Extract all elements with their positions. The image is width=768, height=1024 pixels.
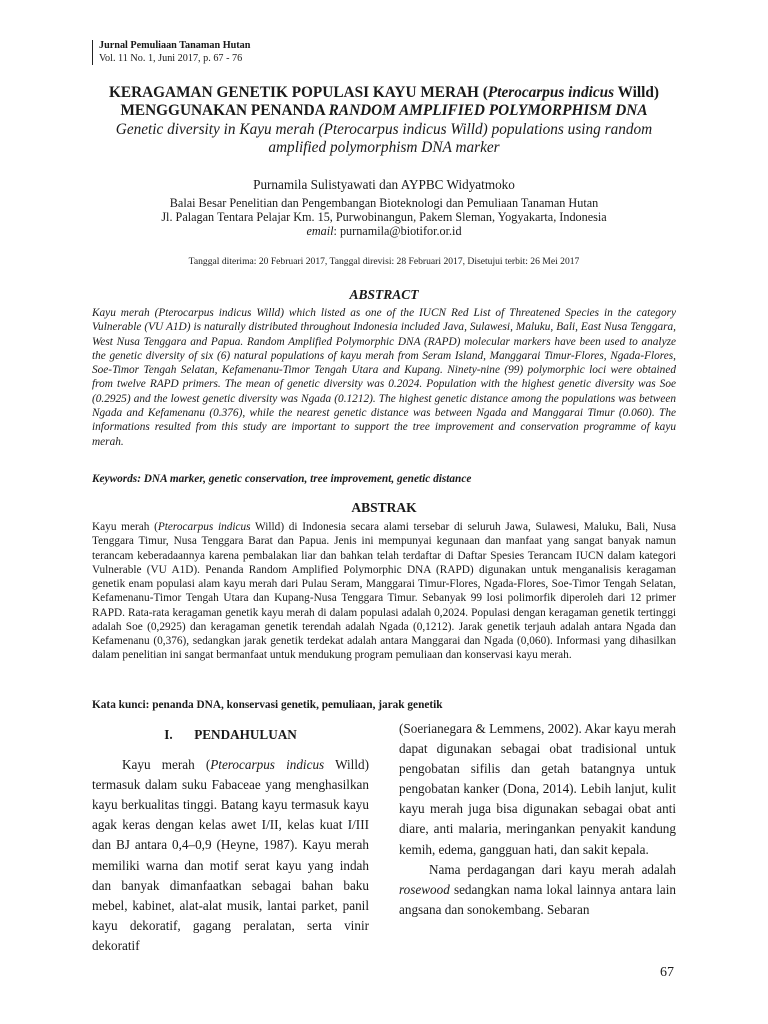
abstrak-species-name: Pterocarpus indicus <box>157 521 251 533</box>
title-species-name: Pterocarpus indicus <box>487 84 615 101</box>
intro-species-name: Pterocarpus indicus <box>210 757 325 773</box>
journal-name: Jurnal Pemuliaan Tanaman Hutan <box>99 40 251 51</box>
journal-header <box>92 40 250 65</box>
title-indonesian-line2 <box>60 102 708 120</box>
title-english-line1: Genetic diversity in Kayu merah (Pterocarpus indicus Willd) populations using random <box>115 121 653 138</box>
intro-paragraph-1-continued: (Soerianegara & Lemmens, 2002). Akar kayu merah dapat digunakan sebagai obat tradisional untuk pengobatan sifilis dan getah batangnya untuk pengobatan kanker (Dona, 2014). Lebih lanjut, kulit kayu merah juga bisa digunakan sebagai obat anti diare, anti malaria, meringankan penyakit kandung kemih, edema, gangguan hati, dan sakit kepala. <box>399 721 676 857</box>
affiliation-address: Jl. Palagan Tentara Pelajar Km. 15, Purwobinangun, Pakem Sleman, Yogyakarta, Indonesia <box>161 210 607 225</box>
intro-p2-start: Nama perdagangan dari kayu merah adalah <box>429 861 676 877</box>
title-line2-text: MENGGUNAKAN PENANDA <box>120 102 329 119</box>
title-indonesian-line1 <box>60 84 708 102</box>
keywords-indonesian: Kata kunci: penanda DNA, konservasi genetik, pemuliaan, jarak genetik <box>92 699 443 711</box>
email-address: : purnamila@biotifor.or.id <box>333 224 462 239</box>
abstract-heading: ABSTRACT <box>349 287 419 302</box>
affiliation <box>60 196 708 239</box>
email-label: email <box>306 224 334 239</box>
title-english-line2: amplified polymorphism DNA marker <box>268 139 500 156</box>
title-line1-end: Willd) <box>614 84 660 101</box>
intro-p1-body: Willd) termasuk dalam suku Fabaceae yang menghasilkan kayu berkualitas tinggi. Batang kayu termasuk kayu agak keras dengan kelas awet I/II, kelas kuat I/III dan BJ antara 0,4–0,9 (Heyne, 1987). Kayu merah memiliki warna dan motif serat kayu yang indah dan banyak dimanfaatkan sebagai bahan baku mebel, kabinet, alat-alat musik, lantai parket, panil kayu dekoratif, gagang peralatan, serta vinir dekoratif <box>92 757 369 953</box>
intro-p2-body: sedangkan nama lokal lainnya antara lain angsana dan sonokembang. Sebaran <box>399 881 676 917</box>
body-column-left <box>92 721 369 956</box>
article-title <box>60 84 708 157</box>
intro-paragraph-1 <box>92 755 369 956</box>
title-line1-text: KERAGAMAN GENETIK POPULASI KAYU MERAH ( <box>108 84 488 101</box>
page-number: 67 <box>660 965 674 980</box>
abstrak-text-body: Willd) di Indonesia secara alami tersebar di seluruh Jawa, Sulawesi, Maluku, Bali, Nusa Tenggara Timur, Nusa Tenggara Barat dan Papua. Jenis ini mempunyai kegunaan dan manfaat yang sangat banyak namun terancam keberadaannya karena pembalakan liar dan bahkan telah terdaftar di Daftar Spesies Terancam IUCN dalam kategori Vulnerable (VU A1D). Penanda Random Amplified Polymorphic DNA (RAPD) digunakan untuk menganalisis keragaman genetik enam populasi alam kayu merah dari Pulau Seram, Manggarai Timur-Flores, Ngada-Flores, Soe-Timor Tengah Selatan, Kefamenanu-Timor Tengah Utara dan Kupang-Nusa Tenggara Timur. Sebanyak 99 losi polimorfik diperoleh dari 12 primer RAPD. Rata-rata keragaman genetik kayu merah di dalam populasi adalah 0,2024. Populasi dengan keragaman genetik tertinggi adalah Soe (0,2925) dan keragaman genetik terendah adalah Ngada (0,1212). Jarak genetik terjauh adalah antara Ngada dan Kefamenanu (0,376), sedangkan jarak genetik terdekat adalah antara Manggarai dan Ngada (0,060). Informasi yang dihasilkan dalam penelitian ini sangat bermanfaat untuk mendukung program pemuliaan dan konservasi kayu merah. <box>92 521 676 662</box>
affiliation-institute: Balai Besar Penelitian dan Pengembangan Bioteknologi dan Pemuliaan Tanaman Hutan <box>169 196 599 210</box>
keywords-english: Keywords: DNA marker, genetic conservation, tree improvement, genetic distance <box>92 473 472 485</box>
body-column-right <box>399 719 676 920</box>
section-title: PENDAHULUAN <box>194 727 297 742</box>
intro-paragraph-2 <box>399 860 676 920</box>
intro-rosewood-term: rosewood <box>399 881 450 897</box>
abstrak-text <box>92 520 676 663</box>
intro-p1-start: Kayu merah ( <box>122 757 211 773</box>
author-names: Purnamila Sulistyawati dan AYPBC Widyatmoko <box>253 177 515 192</box>
article-dates: Tanggal diterima: 20 Februari 2017, Tanggal direvisi: 28 Februari 2017, Disetujui terbit: 26 Mei 2017 <box>188 256 580 267</box>
title-marker-name: RANDOM AMPLIFIED POLYMORPHISM DNA <box>328 102 648 119</box>
abstract-text: Kayu merah (Pterocarpus indicus Willd) which listed as one of the IUCN Red List of Threatened Species in the category Vulnerable (VU A1D) is naturally distributed throughout Indonesia included Java, Sulawesi, Maluku, Bali, East Nusa Tenggara, West Nusa Tenggara and Papua. Random Amplified Polymorphic DNA (RAPD) molecular markers have been used to analyze the genetic diversity of six (6) natural populations of kayu merah from Seram Island, Manggarai Timur-Flores, Ngada-Flores, Soe-Timor Tengah Selatan, Kefamenanu-Timor Tengah Utara and Kupang. Ninety-nine (99) polymorphic loci were obtained from twelve RAPD primers. The mean of genetic diversity was 0.2024. Population with the highest genetic diversity was Soe (0.2925) and the lowest genetic diversity was Ngada (0.1212). The highest genetic distance among the populations was between Ngada and Kefamenanu (0.376), while the nearest genetic distance was between Ngada and Manggarai Timur (0.060). The informations resulted from this study are important to support the tree improvement and conservation programme of kayu merah. <box>92 307 676 448</box>
abstrak-heading: ABSTRAK <box>351 500 417 515</box>
journal-volume: Vol. 11 No. 1, Juni 2017, p. 67 - 76 <box>99 52 243 64</box>
abstrak-text-start: Kayu merah ( <box>92 521 158 533</box>
author-block <box>60 177 708 239</box>
section-heading <box>92 725 369 745</box>
author-email <box>60 224 708 238</box>
section-number: I. <box>164 727 173 742</box>
